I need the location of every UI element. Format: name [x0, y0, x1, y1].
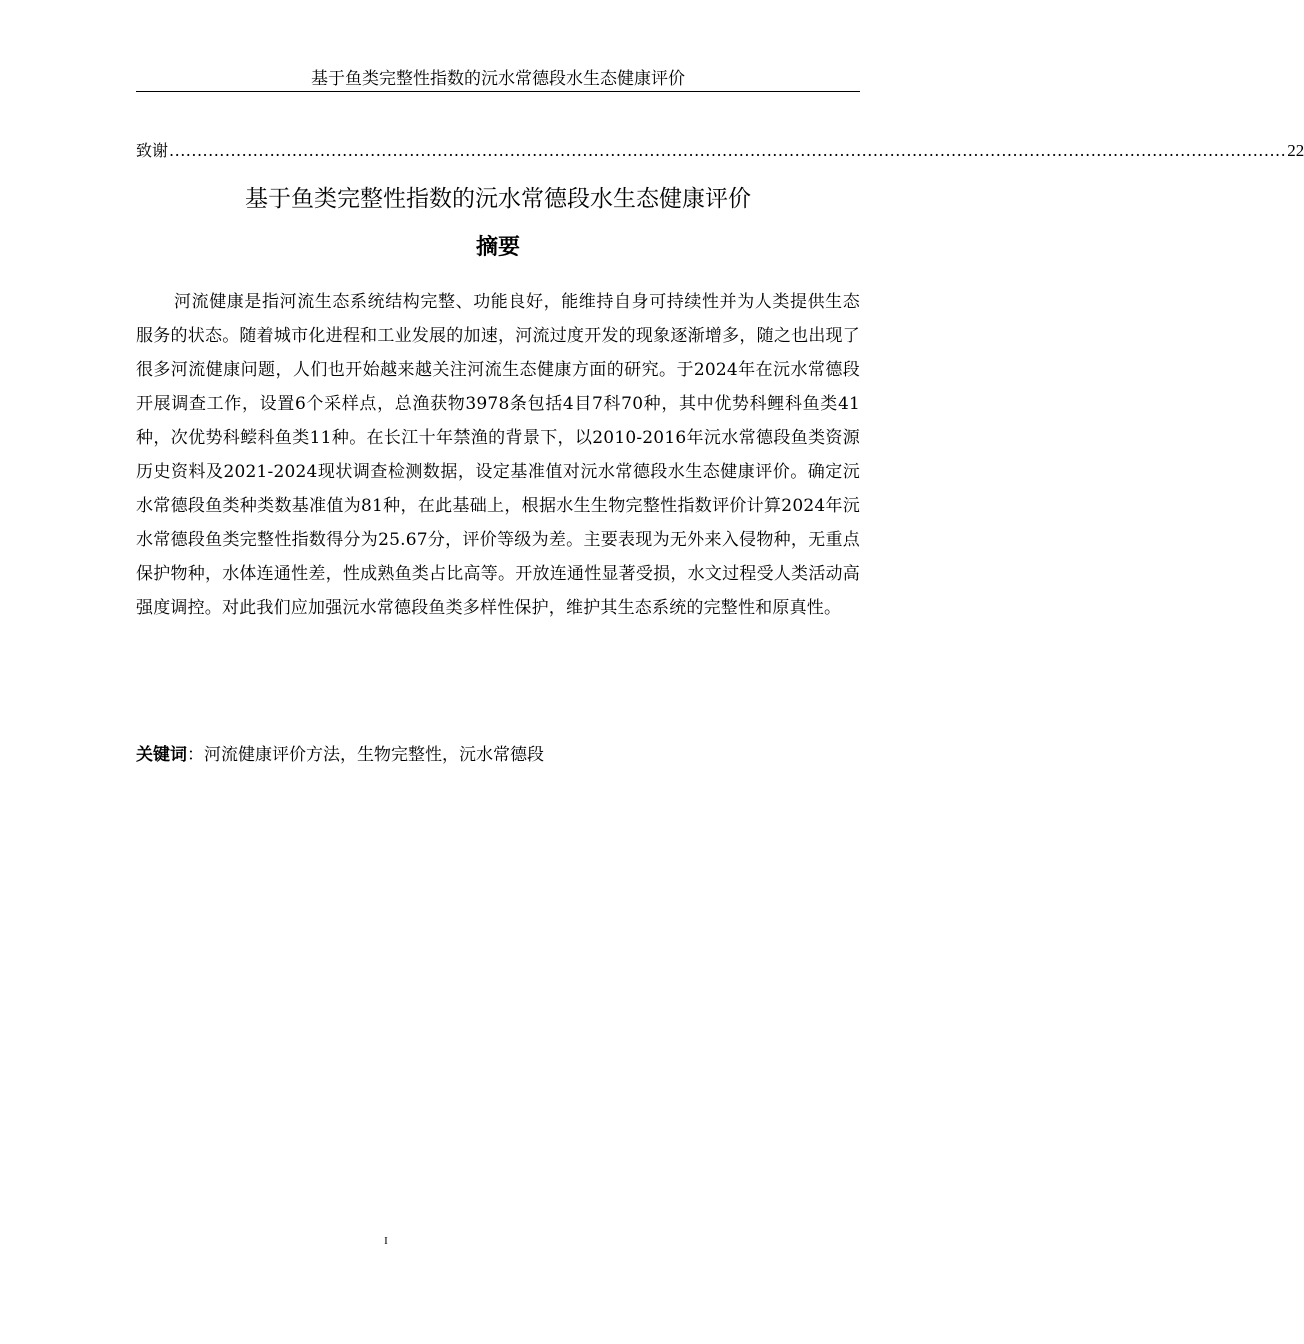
toc-dot-leader: ........................................................................................................................................................................................................ — [169, 141, 1287, 160]
abstract-paragraph: 河流健康是指河流生态系统结构完整、功能良好，能维持自身可持续性并为人类提供生态服务的状态。随着城市化进程和工业发展的加速，河流过度开发的现象逐渐增多，随之也出现了很多河流健康问题，人们也开始越来越关注河流生态健康方面的研究。于2024年在沅水常德段开展调查工作，设置6个采样点，总渔获物3978条包括4目7科70种，其中优势科鲤科鱼类41种，次优势科鲿科鱼类11种。在长江十年禁渔的背景下，以2010-2016年沅水常德段鱼类资源历史资料及2021-2024现状调查检测数据，设定基准值对沅水常德段水生态健康评价。确定沅水常德段鱼类种类数基准值为81种，在此基础上，根据水生生物完整性指数评价计算2024年沅水常德段鱼类完整性指数得分为25.67分，评价等级为差。主要表现为无外来入侵物种，无重点保护物种，水体连通性差，性成熟鱼类占比高等。开放连通性显著受损，水文过程受人类活动高强度调控。对此我们应加强沅水常德段鱼类多样性保护，维护其生态系统的完整性和原真性。 — [136, 292, 860, 618]
abstract-heading: 摘要 — [475, 235, 520, 260]
toc-entry-label: 致谢 — [136, 141, 169, 160]
page-number: I — [384, 1235, 388, 1247]
toc-entry-page-number: 22 — [1287, 141, 1304, 160]
keywords-colon: ： — [187, 745, 204, 765]
keywords-line — [136, 741, 860, 769]
header-rule — [136, 91, 860, 92]
running-header: 基于鱼类完整性指数的沅水常德段水生态健康评价 — [311, 69, 685, 89]
document-title: 基于鱼类完整性指数的沅水常德段水生态健康评价 — [245, 186, 751, 212]
keywords-label: 关键词 — [136, 745, 187, 765]
toc-entry[interactable] — [136, 140, 1304, 162]
keywords-text: 河流健康评价方法，生物完整性，沅水常德段 — [204, 745, 544, 765]
